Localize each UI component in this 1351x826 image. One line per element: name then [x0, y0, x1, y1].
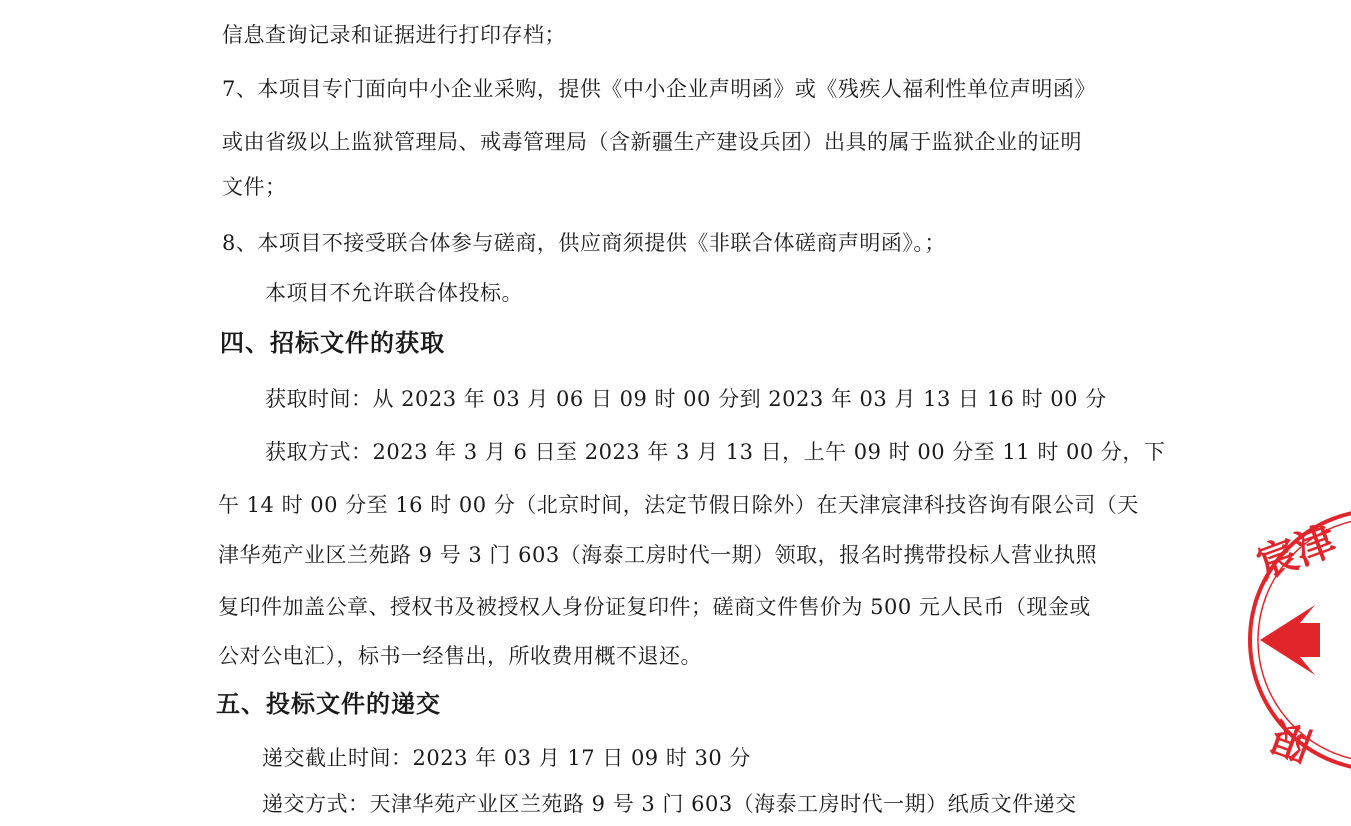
text-line: 复印件加盖公章、授权书及被授权人身份证复印件；磋商文件售价为 500 元人民币（现金或 — [218, 595, 1091, 619]
text-line: 本项目不允许联合体投标。 — [265, 281, 523, 305]
text-line: 或由省级以上监狱管理局、戒毒管理局（含新疆生产建设兵团）出具的属于监狱企业的证明 — [222, 130, 1082, 154]
text-line: 递交截止时间：2023 年 03 月 17 日 09 时 30 分 — [262, 746, 751, 770]
text-line: 津华苑产业区兰苑路 9 号 3 门 603（海泰工房时代一期）领取，报名时携带投标人营业执照 — [218, 543, 1098, 567]
section-heading-5: 五、投标文件的递交 — [216, 690, 441, 718]
text-line: 公对公电汇），标书一经售出，所收费用概不退还。 — [218, 644, 702, 668]
company-seal — [1220, 500, 1351, 790]
svg-text:宸津: 宸津 — [1250, 516, 1343, 589]
text-line: 递交方式：天津华苑产业区兰苑路 9 号 3 门 603（海泰工房时代一期）纸质文件递交 — [262, 792, 1077, 816]
text-line: 7、本项目专门面向中小企业采购，提供《中小企业声明函》或《残疾人福利性单位声明函》 — [222, 77, 1096, 101]
text-line: 信息查询记录和证据进行打印存档； — [222, 23, 566, 47]
text-line: 获取方式：2023 年 3 月 6 日至 2023 年 3 月 13 日，上午 09 时 00 分至 11 时 00 分，下 — [265, 440, 1166, 464]
text-line: 文件； — [222, 175, 287, 199]
section-heading-4: 四、招标文件的获取 — [220, 329, 445, 357]
text-line: 8、本项目不接受联合体参与磋商，供应商须提供《非联合体磋商声明函》。； — [222, 231, 946, 255]
svg-text:限: 限 — [1264, 711, 1318, 770]
text-line: 获取时间：从 2023 年 03 月 06 日 09 时 00 分到 2023 年 03 月 13 日 16 时 00 分 — [265, 387, 1107, 411]
seal-stamp-icon — [1220, 500, 1351, 790]
text-line: 午 14 时 00 分至 16 时 00 分（北京时间，法定节假日除外）在天津宸津科技咨询有限公司（天 — [218, 493, 1139, 517]
